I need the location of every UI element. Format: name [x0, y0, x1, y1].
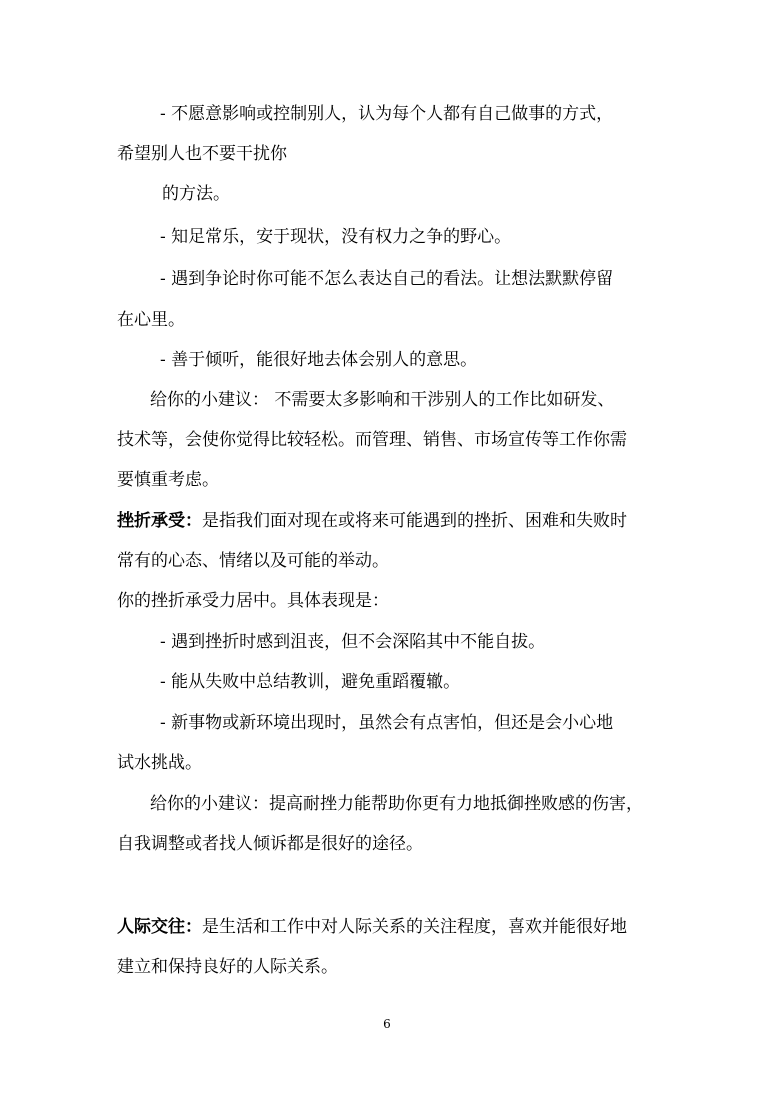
text-line: 要慎重考虑。 [117, 470, 219, 490]
text-line: 你的挫折承受力居中。具体表现是： [117, 591, 389, 611]
text-line: 希望别人也不要干扰你 [117, 144, 287, 164]
definition-text: 是指我们面对现在或将来可能遇到的挫折、困难和失败时 [202, 511, 627, 531]
bullet-line: - 新事物或新环境出现时，虽然会有点害怕，但还是会小心地 [160, 713, 614, 733]
text-line: 建立和保持良好的人际关系。 [117, 957, 338, 977]
definition-line [117, 509, 627, 533]
page-number: 6 [383, 1017, 391, 1031]
bullet-line: - 知足常乐，安于现状，没有权力之争的野心。 [160, 227, 512, 247]
bullet-line: - 善于倾听，能很好地去体会别人的意思。 [160, 350, 478, 370]
text-line: 技术等，会使你觉得比较轻松。而管理、销售、市场宣传等工作你需 [117, 430, 627, 450]
text-line: 在心里。 [117, 310, 185, 330]
advice-line: 给你的小建议： 不需要太多影响和干涉别人的工作比如研发、 [150, 390, 615, 410]
text-line: 常有的心态、情绪以及可能的举动。 [117, 551, 389, 571]
text-line: 的方法。 [162, 184, 230, 204]
bullet-line: - 能从失败中总结教训，避免重蹈覆辙。 [160, 672, 461, 692]
advice-line: 给你的小建议：提高耐挫力能帮助你更有力地抵御挫败感的伤害， [150, 794, 643, 814]
bullet-line: - 不愿意影响或控制别人，认为每个人都有自己做事的方式， [160, 104, 614, 124]
text-line: 自我调整或者找人倾诉都是很好的途径。 [117, 834, 423, 854]
term-label: 人际交往： [117, 917, 202, 937]
bullet-line: - 遇到争论时你可能不怎么表达自己的看法。让想法默默停留 [160, 269, 614, 289]
term-label: 挫折承受： [117, 511, 202, 531]
text-line: 试水挑战。 [117, 753, 202, 773]
bullet-line: - 遇到挫折时感到沮丧，但不会深陷其中不能自拔。 [160, 632, 546, 652]
definition-text: 是生活和工作中对人际关系的关注程度，喜欢并能很好地 [202, 917, 627, 937]
definition-line [117, 915, 627, 939]
